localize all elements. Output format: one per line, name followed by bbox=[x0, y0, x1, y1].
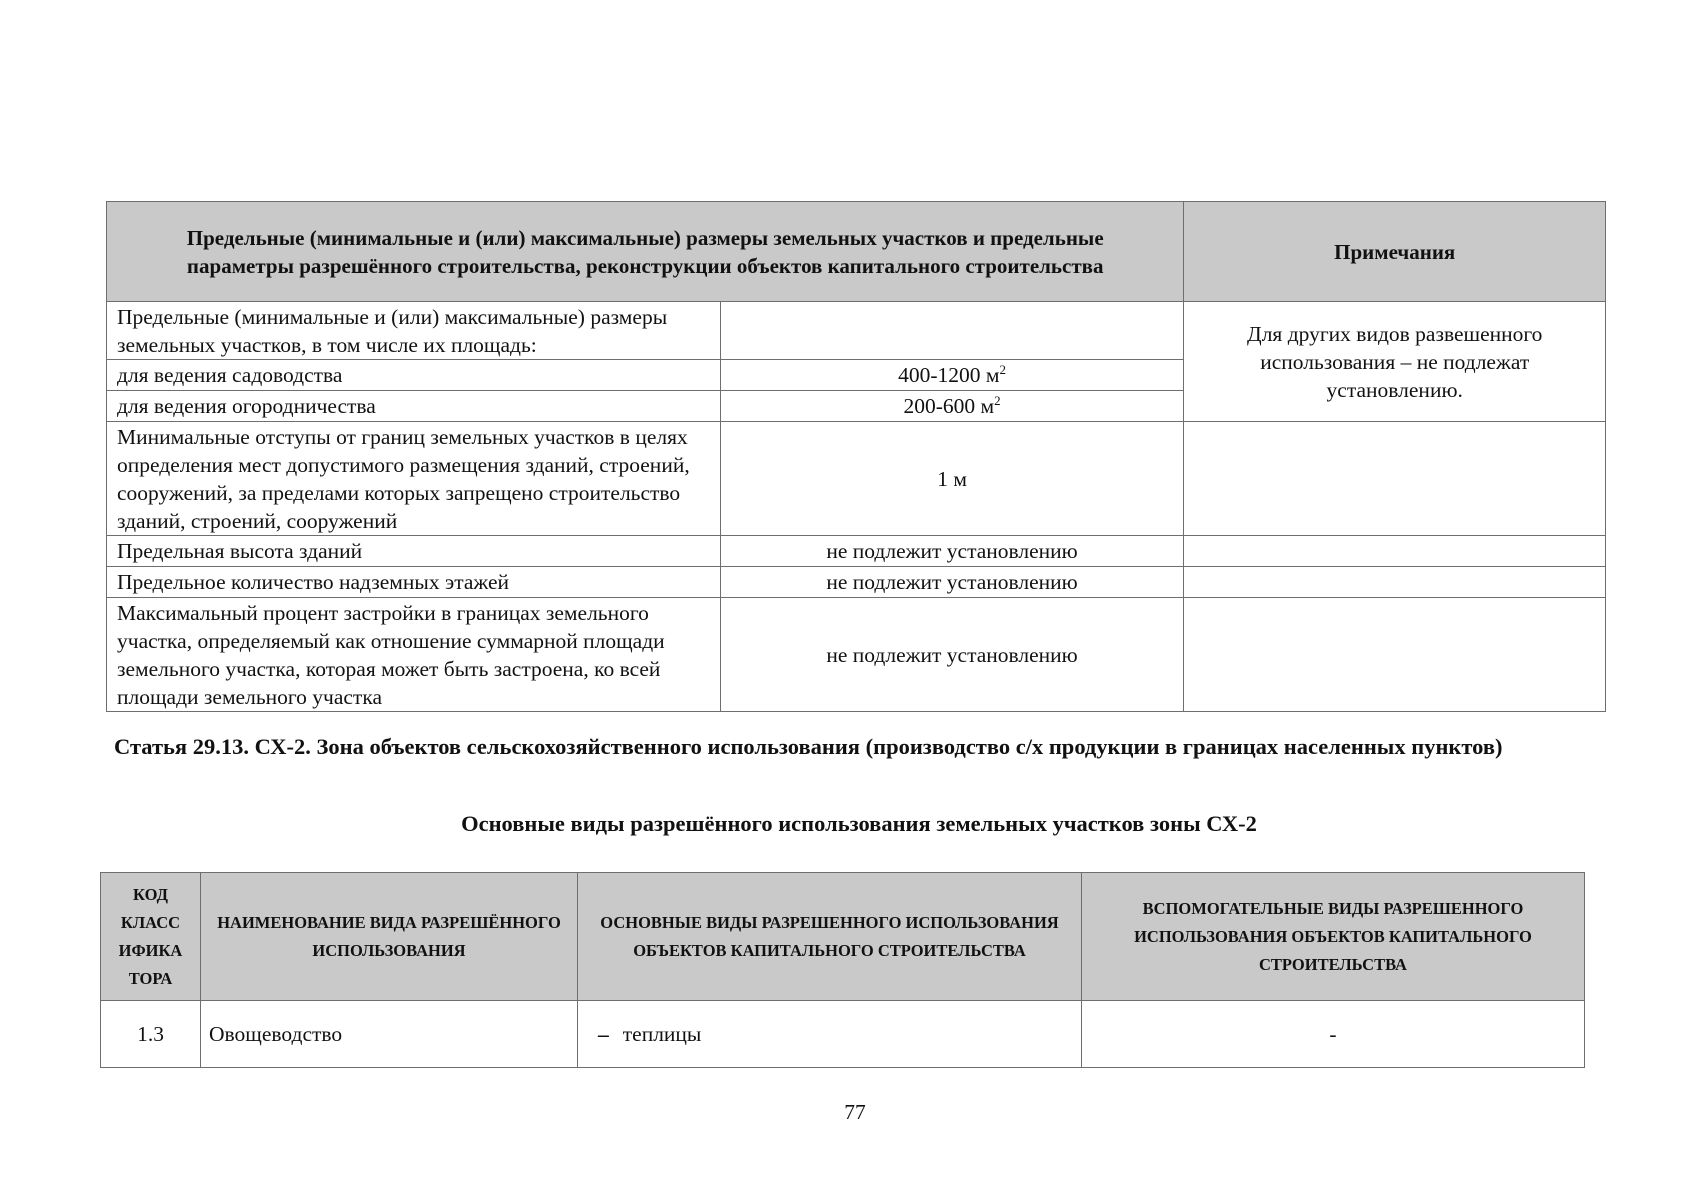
col-header-main: ОСНОВНЫЕ ВИДЫ РАЗРЕШЕННОГО ИСПОЛЬЗОВАНИЯ ОБЪЕКТОВ КАПИТАЛЬНОГО СТРОИТЕЛЬСТВА bbox=[578, 873, 1082, 1001]
section-subtitle: Основные виды разрешённого использования земельных участков зоны СХ-2 bbox=[461, 811, 1257, 836]
limits-row-value: 200-600 $м^2$ bbox=[720, 391, 1184, 422]
limits-header-notes: Примечания bbox=[1184, 202, 1606, 302]
limits-row-value: не подлежит установлению bbox=[720, 536, 1184, 567]
limits-row-label: Предельная высота зданий bbox=[107, 536, 721, 567]
limits-row-label: Максимальный процент застройки в границах земельного участка, определяемый как отношение суммарной площади земельного участка, которая может быть застроена, ко всей площади земельного участка bbox=[107, 598, 721, 712]
cell-code: 1.3 bbox=[101, 1001, 201, 1068]
limits-note-empty bbox=[1184, 567, 1606, 598]
limits-row-label: для ведения садоводства bbox=[107, 360, 721, 391]
list-dash: – bbox=[598, 1021, 609, 1046]
limits-note-empty bbox=[1184, 598, 1606, 712]
permitted-use-table bbox=[100, 872, 1585, 1068]
limits-row-value: не подлежит установлению bbox=[720, 567, 1184, 598]
limits-row-label: Предельное количество надземных этажей bbox=[107, 567, 721, 598]
limits-row-value bbox=[720, 302, 1184, 360]
limits-row-label: Минимальные отступы от границ земельных участков в целях определения мест допустимого размещения зданий, строений, сооружений, за пределами которых запрещено строительство зданий, строений, сооружений bbox=[107, 422, 721, 536]
cell-name: Овощеводство bbox=[201, 1001, 578, 1068]
limits-header-main: Предельные (минимальные и (или) максимальные) размеры земельных участков и предельные параметры разрешённого строительства, реконструкции объектов капитального строительства bbox=[107, 202, 1184, 302]
limits-row-label: Предельные (минимальные и (или) максимальные) размеры земельных участков, в том числе их площадь: bbox=[107, 302, 721, 360]
limits-row-label: для ведения огородничества bbox=[107, 391, 721, 422]
limits-note-empty bbox=[1184, 536, 1606, 567]
limits-note-empty bbox=[1184, 422, 1606, 536]
limits-note: Для других видов развешенного использования – не подлежат установлению. bbox=[1184, 302, 1606, 422]
article-title: Статья 29.13. СХ-2. Зона объектов сельскохозяйственного использования (производство с/х продукции в границах населенных пунктов) bbox=[114, 734, 1503, 759]
page-number: 77 bbox=[844, 1100, 866, 1124]
col-header-aux: ВСПОМОГАТЕЛЬНЫЕ ВИДЫ РАЗРЕШЕННОГО ИСПОЛЬЗОВАНИЯ ОБЪЕКТОВ КАПИТАЛЬНОГО СТРОИТЕЛЬСТВА bbox=[1082, 873, 1585, 1001]
cell-aux: - bbox=[1082, 1001, 1585, 1068]
limits-row-value: не подлежит установлению bbox=[720, 598, 1184, 712]
limits-row-value: 1 м bbox=[720, 422, 1184, 536]
cell-main: – теплицы bbox=[578, 1001, 1082, 1068]
limits-table bbox=[106, 201, 1606, 712]
limits-row-value: 400-1200 $м^2$ bbox=[720, 360, 1184, 391]
col-header-code: КОД КЛАСС ИФИКА ТОРА bbox=[101, 873, 201, 1001]
col-header-name: НАИМЕНОВАНИЕ ВИДА РАЗРЕШЁННОГО ИСПОЛЬЗОВАНИЯ bbox=[201, 873, 578, 1001]
